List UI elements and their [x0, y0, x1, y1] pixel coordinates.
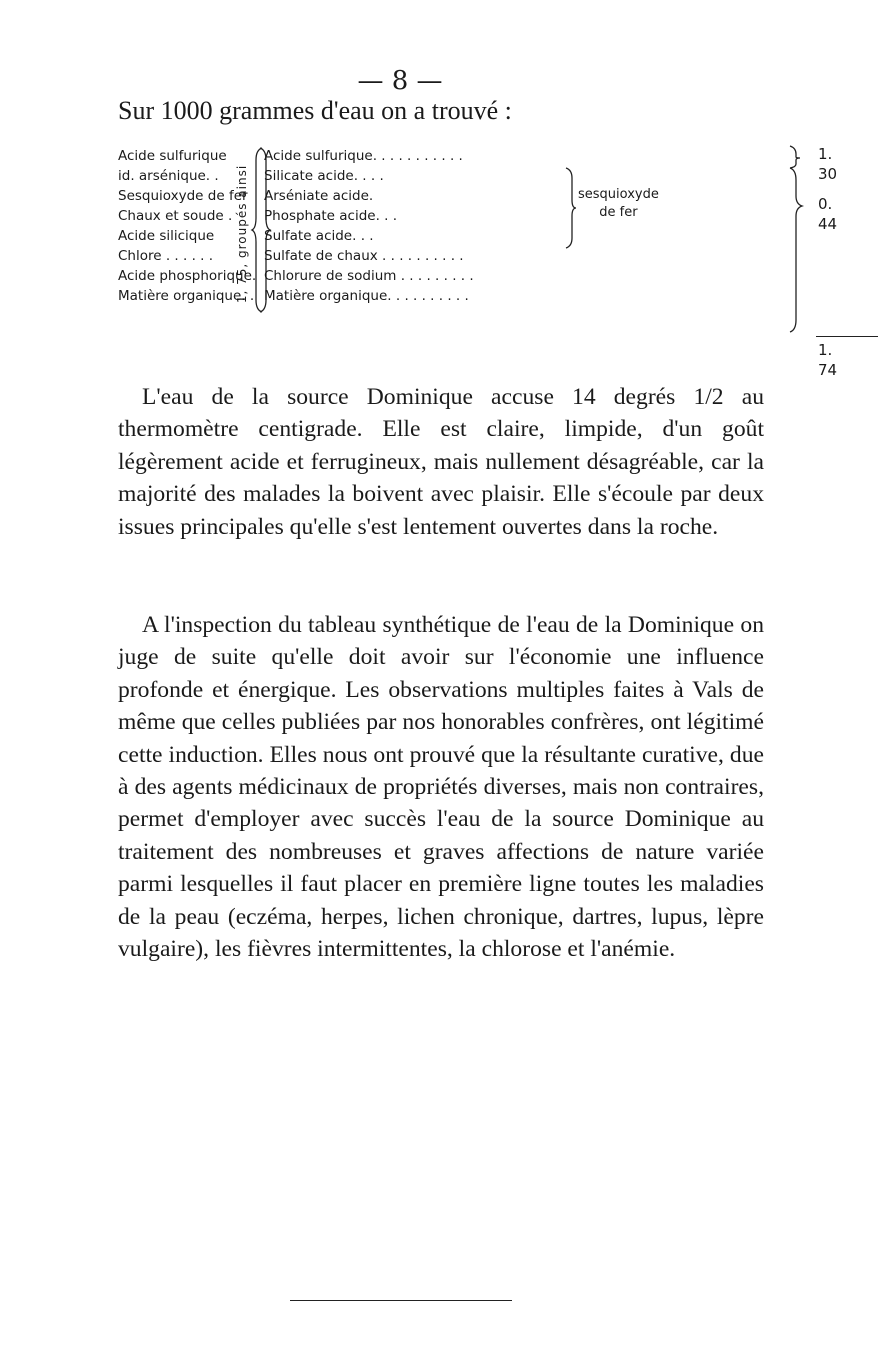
intro-line: Sur 1000 grammes d'eau on a trouvé : — [118, 96, 512, 125]
mid-item: Phosphate acide. . . — [264, 208, 398, 224]
left-item: id. arsénique. . — [118, 168, 219, 184]
sesquioxyde-brace — [566, 168, 576, 248]
left-item: Sesquioxyde de fer — [118, 188, 248, 204]
left-item: Acide sulfurique — [118, 148, 227, 164]
paragraph-2 — [118, 609, 764, 965]
mid-item: Acide sulfurique. . . . . . . . . . . — [264, 148, 463, 164]
right-brace-top — [790, 146, 802, 168]
rotated-label: 1, 75, groupés ainsi — [235, 164, 249, 304]
mid-item: Sulfate de chaux . . . . . . . . . . — [264, 248, 464, 264]
paragraph-text: L'eau de la source Dominique accuse 14 degrés 1/2 au thermomètre centigrade. Elle est claire, limpide, d'un goût légèrement acide et ferrugineux, mais nullement désagréable, car la majorité des malades la boivent avec plaisir. Elle s'écoule par deux issues principales qu'elle s'est lentement ouvertes dans la roche. — [118, 384, 764, 540]
page-number: — 8 — — [357, 66, 443, 96]
left-item: Acide phosphorique. — [118, 268, 257, 284]
mid-item: Arséniate acide. — [264, 188, 374, 204]
mid-item: Silicate acide. . . . — [264, 168, 384, 184]
left-item: Matière organique. . — [118, 288, 255, 304]
left-item: Chaux et soude . — [118, 208, 233, 224]
mid-item: Sulfate acide. . . — [264, 228, 374, 244]
paragraph-text: A l'inspection du tableau synthétique de l'eau de la Dominique on juge de suite qu'elle doit avoir sur l'économie une influence profonde et énergique. Les observations multiples faites à Vals de même que celles publiées par nos honorables confrères, ont légitimé cette induction. Elles nous ont prouvé que la résultante curative, due à des agents médicinaux de propriétés diverses, mais non contraires, permet d'employer avec succès l'eau de la source Dominique au traitement des nombreuses et graves affections de nature variée parmi lesquelles il faut placer en première ligne toutes les maladies de la peau (eczéma, herpes, lichen chronique, dartres, lupus, lèpre vulgaire), les fièvres intermittentes, la chlorose et l'anémie. — [118, 612, 764, 963]
value-total-sulfuric: 1. 30 — [818, 145, 838, 183]
value-sesquioxyde: 0. 44 — [818, 195, 838, 233]
paragraph-1 — [118, 381, 764, 543]
right-brace-bottom — [790, 168, 802, 332]
bottom-divider — [290, 1300, 512, 1301]
mid-column — [264, 146, 684, 306]
left-item: Chlore . . . . . . — [118, 248, 214, 264]
mid-item: Chlorure de sodium . . . . . . . . . — [264, 268, 474, 284]
mid-item: Matière organique. . . . . . . . . . — [264, 288, 469, 304]
sesquioxyde-label: sesquioxyde de fer — [578, 187, 659, 220]
mid-brace — [252, 148, 262, 312]
sum-rule — [816, 336, 878, 337]
left-item: Acide silicique — [118, 228, 215, 244]
value-total: 1. 74 — [818, 341, 838, 379]
